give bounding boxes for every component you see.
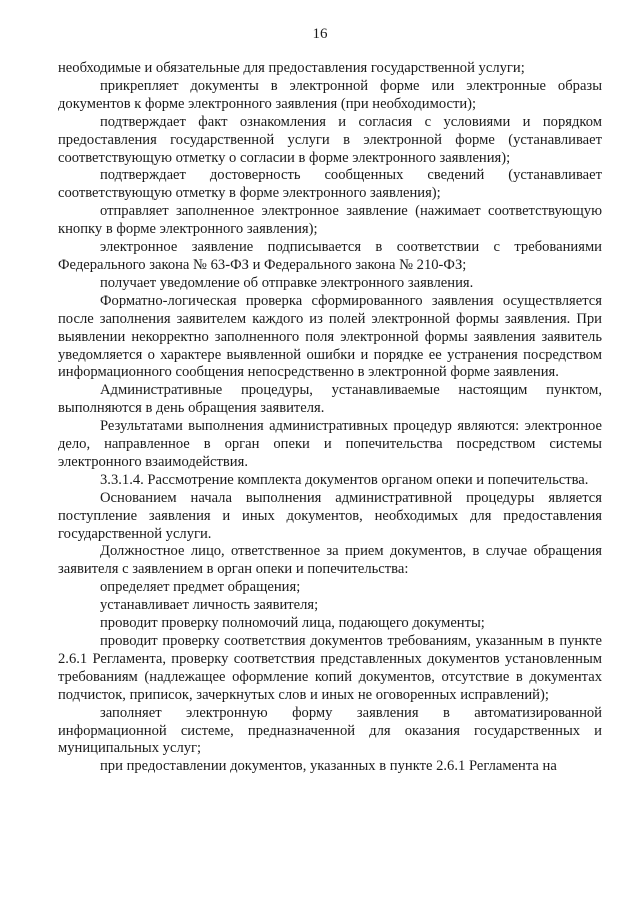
paragraph: Административные процедуры, устанавливаемые настоящим пунктом, выполняются в день обращения заявителя. bbox=[58, 382, 602, 417]
paragraph: прикрепляет документы в электронной форме или электронные образы документов к форме электронного заявления (при необходимости); bbox=[58, 77, 602, 112]
section-heading: 3.3.1.4. Рассмотрение комплекта документов органом опеки и попечительства. bbox=[100, 471, 589, 488]
paragraph: Основанием начала выполнения административной процедуры является поступление заявления и иных документов, необходимых для предоставления государственной услуги. bbox=[58, 489, 602, 542]
paragraph: электронное заявление подписывается в соответствии с требованиями Федерального закона № 63-ФЗ и Федерального закона № 210-ФЗ; bbox=[58, 239, 602, 273]
paragraph: получает уведомление об отправке электронного заявления. bbox=[100, 274, 474, 291]
list-item: проводит проверку полномочий лица, подающего документы; bbox=[100, 615, 485, 632]
paragraph: необходимые и обязательные для предоставления государственной услуги; bbox=[58, 60, 525, 76]
paragraph: Должностное лицо, ответственное за прием документов, в случае обращения заявителя с заявлением в орган опеки и попечительства: bbox=[58, 543, 602, 578]
paragraph: подтверждает факт ознакомления и согласия с условиями и порядком предоставления государственной услуги в электронной форме (устанавливает соответствующую отметку о согласии в форме электронного заявления); bbox=[58, 113, 602, 166]
paragraph: Результатами выполнения административных процедур являются: электронное дело, направленное в орган опеки и попечительства посредством системы электронного взаимодействия. bbox=[58, 418, 602, 470]
paragraph: Форматно-логическая проверка сформированного заявления осуществляется после заполнения заявителем каждого из полей электронной формы заявления. При выявлении некорректно заполненного поля электронной формы заявления заявитель уведомляется о характере выявленной ошибки и порядке ее устранения посредством информационного сообщения непосредственно в электронной форме заявления. bbox=[58, 292, 602, 381]
paragraph: подтверждает достоверность сообщенных сведений (устанавливает соответствующую отметку в форме электронного заявления); bbox=[58, 167, 602, 202]
document-body bbox=[58, 60, 602, 776]
paragraph: отправляет заполненное электронное заявление (нажимает соответствующую кнопку в форме электронного заявления); bbox=[58, 203, 602, 238]
list-item: устанавливает личность заявителя; bbox=[100, 597, 319, 614]
page-number: 16 bbox=[312, 26, 328, 42]
list-item: заполняет электронную форму заявления в автоматизированной информационной системе, предназначенной для оказания государственных и муниципальных услуг; bbox=[58, 704, 602, 757]
list-item: при предоставлении документов, указанных в пункте 2.6.1 Регламента на bbox=[100, 758, 557, 775]
list-item: определяет предмет обращения; bbox=[100, 579, 301, 596]
list-item: проводит проверку соответствия документов требованиям, указанным в пункте 2.6.1 Регламента, проверку соответствия представленных документов установленным требованиям (надлежащее оформление копий документов, отсутствие в документах подчисток, приписок, зачеркнутых слов и иных не оговоренных исправлений); bbox=[58, 633, 602, 703]
